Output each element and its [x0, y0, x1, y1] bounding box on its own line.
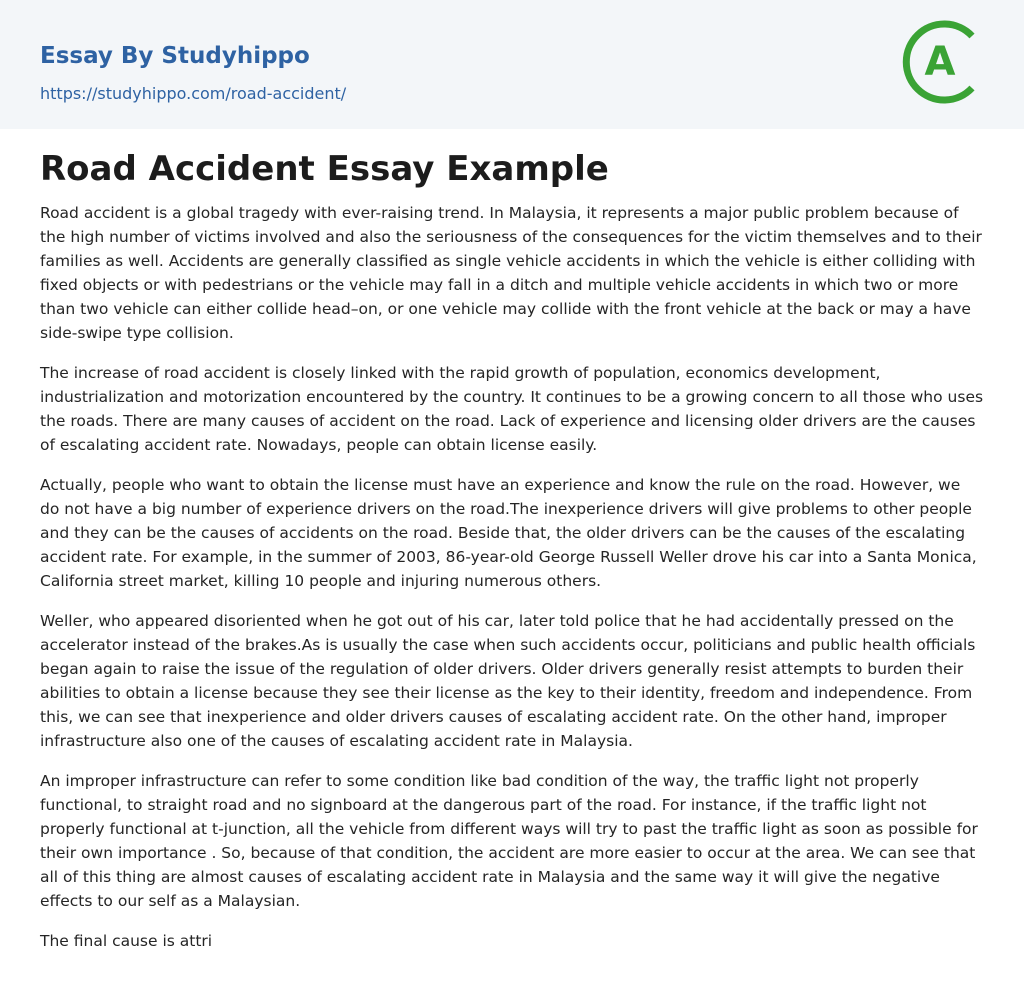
paragraph-5: An improper infrastructure can refer to some condition like bad condition of the way, the traffic light not properly functional, to straight road and no signboard at the dangerous part of the road. For instance, if the traffic light not properly functional at t-junction, all the vehicle from different ways will try to past the traffic light as soon as possible for their own importance . So, because of that condition, the accident are more easier to occur at the area. We can see that all of this thing are almost causes of escalating accident rate in Malaysia and the same way it will give the negative effects to our self as a Malaysian. [40, 772, 978, 910]
paragraph-1: Road accident is a global tragedy with ever-raising trend. In Malaysia, it represents a major public problem because of the high number of victims involved and also the seriousness of the consequences for the victim themselves and to their families as well. Accidents are generally classified as single vehicle accidents in which the vehicle is either colliding with fixed objects or with pedestrians or the vehicle may fall in a ditch and multiple vehicle accidents in which two or more than two vehicle can either collide head–on, or one vehicle may collide with the front vehicle at the back or may a have side-swipe type collision. [40, 204, 982, 342]
studyhippo-logo-icon[interactable] [896, 18, 988, 106]
article [0, 129, 1024, 953]
paragraph-2: The increase of road accident is closely linked with the rapid growth of population, economics development, industrialization and motorization encountered by the country. It continues to be a growing concern to all those who uses the roads. There are many causes of accident on the road. Lack of experience and licensing older drivers are the causes of escalating accident rate. Nowadays, people can obtain license easily. [40, 364, 984, 454]
site-brand[interactable]: Essay By Studyhippo [40, 43, 310, 69]
paragraph-6-truncated: The final cause is attri [40, 932, 213, 950]
site-header [0, 0, 1024, 129]
paragraph-3: Actually, people who want to obtain the license must have an experience and know the rule on the road. However, we do not have a big number of experience drivers on the road.The inexperience drivers will give problems to other people and they can be the causes of accidents on the road. Beside that, the older drivers can be the causes of the escalating accident rate. For example, in the summer of 2003, 86-year-old George Russell Weller drove his car into a Santa Monica, California street market, killing 10 people and injuring numerous others. [40, 476, 977, 590]
essay-url-link[interactable]: https://studyhippo.com/road-accident/ [40, 84, 347, 103]
page-title: Road Accident Essay Example [40, 149, 609, 189]
logo-letter: A [924, 39, 956, 85]
paragraph-4: Weller, who appeared disoriented when he got out of his car, later told police that he had accidentally pressed on the accelerator instead of the brakes.As is usually the case when such accidents occur, politicians and public health officials began again to raise the issue of the regulation of older drivers. Older drivers generally resist attempts to burden their abilities to obtain a license because they see their license as the key to their identity, freedom and independence. From this, we can see that inexperience and older drivers causes of escalating accident rate. On the other hand, improper infrastructure also one of the causes of escalating accident rate in Malaysia. [40, 612, 976, 750]
